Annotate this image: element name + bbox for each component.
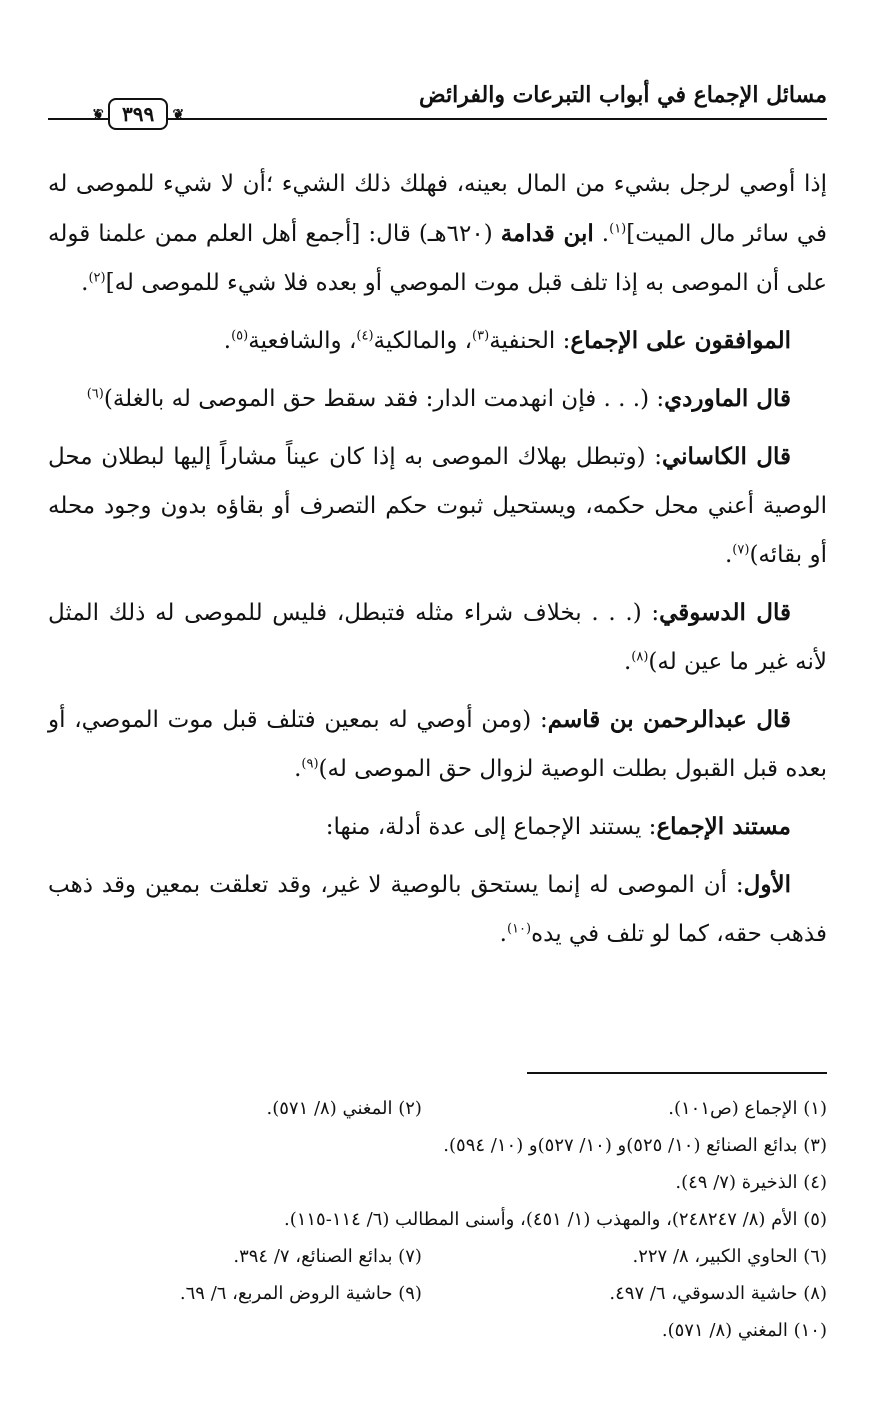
footnote-ref: (٨) xyxy=(631,649,649,665)
section-label: قال عبدالرحمن بن قاسم xyxy=(547,706,792,733)
footnote-row xyxy=(48,1238,827,1275)
footnote: (٦) الحاوي الكبير، ٨/ ٢٢٧. xyxy=(632,1246,827,1267)
page-number: ❦ ٣٩٩ ❦ xyxy=(108,98,168,130)
footnote: (٩) حاشية الروض المربع، ٦/ ٦٩. xyxy=(179,1283,422,1304)
page-header xyxy=(48,78,827,130)
footnote-ref: (٦) xyxy=(86,386,104,402)
footnote-ref: (١٠) xyxy=(506,921,532,937)
paragraph: قال الكاساني: (وتبطل بهلاك الموصى به إذا كان عيناً مشاراً إليها لبطلان محل الوصية أعني محل حكمه، ويستحيل ثبوت حكم التصرف أو بقاؤه بدون وجود محله أو بقائه)$^{(٧)}$. xyxy=(48,443,827,568)
section-label: قال الماوردي xyxy=(664,385,791,412)
running-title: مسائل الإجماع في أبواب التبرعات والفرائض xyxy=(419,82,827,108)
paragraph: قال عبدالرحمن بن قاسم: (ومن أوصي له بمعين فتلف قبل موت الموصي، أو بعده قبل القبول بطلت الوصية لزوال حق الموصى له)$^{(٩)}$. xyxy=(48,706,827,782)
footnote-row xyxy=(48,1275,827,1312)
footnote: (٥) الأم (٨/ ٢٤٨٢٤٧)، والمهذب (١/ ٤٥١)، وأسنى المطالب (٦/ ١١٤-١١٥). xyxy=(283,1209,827,1230)
paragraph: إذا أوصي لرجل بشيء من المال بعينه، فهلك ذلك الشيء ؛أن لا شيء للموصى له في سائر مال الميت]$^{(١)}$. ابن قدامة (٦٢٠هـ) قال: [أجمع أهل العلم ممن علمنا قوله على أن الموصى به إذا تلف قبل موت الموصي أو بعده فلا شيء للموصى له]$^{(٢)}$. xyxy=(48,171,827,296)
section-label: قال الدسوقي xyxy=(659,599,791,626)
paragraph: مستند الإجماع: يستند الإجماع إلى عدة أدلة، منها: xyxy=(325,813,791,840)
footnote-row xyxy=(48,1090,827,1127)
section-label: قال الكاساني xyxy=(661,443,791,470)
footnote-ref: (٤) xyxy=(356,328,374,344)
footnote: (٣) بدائع الصنائع (١٠/ ٥٢٥)و (١٠/ ٥٢٧)و (١٠/ ٥٩٤). xyxy=(443,1135,827,1156)
footnote-row xyxy=(48,1127,827,1164)
paragraph: الموافقون على الإجماع: الحنفية$^{(٣)}$، والمالكية$^{(٤)}$، والشافعية$^{(٥)}$. xyxy=(223,327,791,354)
footnote: (١٠) المغني (٨/ ٥٧١). xyxy=(661,1320,827,1341)
paragraph: الأول: أن الموصى له إنما يستحق بالوصية لا غير، وقد تعلقت بمعين وقد ذهب فذهب حقه، كما لو تلف في يده$^{(١٠)}$. xyxy=(48,871,827,947)
footnote: (٢) المغني (٨/ ٥٧١). xyxy=(266,1098,422,1119)
section-label: مستند الإجماع xyxy=(656,813,791,840)
main-text xyxy=(48,160,827,959)
footnote-separator xyxy=(527,1072,827,1074)
footnote-row xyxy=(48,1164,827,1201)
footnote-ref: (٥) xyxy=(231,328,249,344)
section-label: الموافقون على الإجماع xyxy=(570,327,791,354)
paragraph: قال الماوردي: (. . . فإن انهدمت الدار: فقد سقط حق الموصى له بالغلة)$^{(٦)}$ xyxy=(86,385,791,412)
footnote: (١) الإجماع (ص١٠١). xyxy=(668,1098,827,1119)
footnote-ref: (٩) xyxy=(301,756,319,772)
footnote: (٤) الذخيرة (٧/ ٤٩). xyxy=(675,1172,827,1193)
footnotes xyxy=(48,1090,827,1349)
footnote-ref: (٢) xyxy=(88,270,106,286)
section-label: الأول xyxy=(743,871,791,898)
scholar-name: ابن قدامة xyxy=(500,220,594,247)
footnote-ref: (٧) xyxy=(732,542,750,558)
footnote: (٧) بدائع الصنائع، ٧/ ٣٩٤. xyxy=(233,1246,422,1267)
paragraph: قال الدسوقي: (. . . بخلاف شراء مثله فتبطل، فليس للموصى له ذلك المثل لأنه غير ما عين له)$^{(٨)}$. xyxy=(48,599,827,675)
footnote-ref: (٣) xyxy=(472,328,490,344)
footnote-row xyxy=(48,1312,827,1349)
footnote: (٨) حاشية الدسوقي، ٦/ ٤٩٧. xyxy=(609,1283,827,1304)
footnote-ref: (١) xyxy=(609,221,627,237)
footnote-row xyxy=(48,1201,827,1238)
